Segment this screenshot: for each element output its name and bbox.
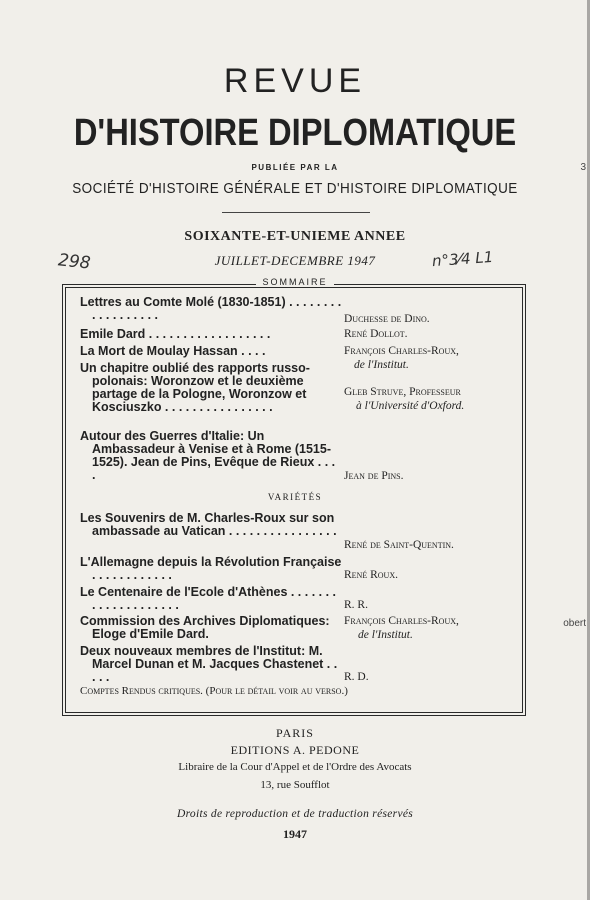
entry-author: René de Saint-Quentin.: [344, 539, 454, 551]
edge-mark-mid: obert: [563, 618, 586, 629]
volume-year: SOIXANTE-ET-UNIEME ANNEE: [184, 229, 406, 244]
entry-title: Deux nouveaux membres de l'Institut: M. Marcel Dunan et M. Jacques Chastenet . . . . .: [80, 644, 338, 684]
entry-title: Autour des Guerres d'Italie: Un Ambassadeur à Venise et à Rome (1515-1525). Jean de Pins, Evêque de Rieux . . . .: [80, 429, 336, 482]
issue-period: JUILLET-DECEMBRE 1947: [214, 253, 376, 268]
sommaire-heading: SOMMAIRE: [0, 277, 590, 287]
entry-author: René Dollot.: [344, 328, 408, 340]
publisher-city: PARIS: [276, 726, 314, 740]
entry-title: Lettres au Comte Molé (1830-1851) . . . . . . . . . . . . . . . . . .: [80, 295, 342, 322]
handwritten-shelfmark: n°3⁄4 L1: [431, 247, 494, 271]
entry-title: Le Centenaire de l'Ecole d'Athènes . . . . . . . . . . . . . . . . . . . .: [80, 585, 337, 612]
entry-author: Jean de Pins.: [344, 470, 404, 482]
handwritten-number: 298: [57, 250, 92, 274]
entry-author: R. R.: [344, 599, 368, 611]
publisher-description: Libraire de la Cour d'Appel et de l'Ordre des Avocats: [178, 761, 412, 773]
entry-author: Gleb Struve, Professeur à l'Université d'Oxford.: [344, 386, 465, 412]
entry-author: René Roux.: [344, 569, 398, 581]
entry-title: La Mort de Moulay Hassan . . . .: [80, 344, 266, 358]
entry-title: Emile Dard . . . . . . . . . . . . . . . . . .: [80, 327, 271, 341]
revue-heading: REVUE: [223, 62, 367, 100]
publisher-name: EDITIONS A. PEDONE: [230, 743, 360, 757]
entry-title: L'Allemagne depuis la Révolution Française . . . . . . . . . . . .: [80, 555, 342, 582]
publisher-address: 13, rue Soufflot: [260, 779, 330, 791]
journal-title: D'HISTOIRE DIPLOMATIQUE: [73, 112, 517, 154]
edge-mark-top: 3: [580, 162, 586, 173]
entry-author: François Charles-Roux, de l'Institut.: [344, 345, 459, 371]
title-divider: [222, 212, 370, 213]
entry-author: Duchesse de Dino.: [344, 313, 430, 325]
entry-author: François Charles-Roux, de l'Institut.: [344, 615, 459, 641]
publication-year: 1947: [283, 827, 307, 841]
entry-author: R. D.: [344, 671, 369, 683]
published-by-label: PUBLIÉE PAR LA: [251, 163, 339, 172]
varietes-heading: VARIÉTÉS: [267, 492, 323, 502]
entry-title: Les Souvenirs de M. Charles-Roux sur son ambassade au Vatican . . . . . . . . . . . . . . . .: [80, 511, 337, 538]
society-name: SOCIÉTÉ D'HISTOIRE GÉNÉRALE ET D'HISTOIRE DIPLOMATIQUE: [72, 180, 518, 197]
entry-title: Un chapitre oublié des rapports russo-polonais: Woronzow et le deuxième partage de la Pologne, Woronzow et Kosciuszko . . . . . . . . . . . . . . . .: [80, 361, 310, 414]
entry-title: Commission des Archives Diplomatiques: Eloge d'Emile Dard.: [80, 614, 330, 641]
rights-notice: Droits de reproduction et de traduction réservés: [176, 808, 414, 820]
comptes-rendus-note: Comptes Rendus critiques. (Pour le détail voir au verso.): [80, 685, 348, 697]
